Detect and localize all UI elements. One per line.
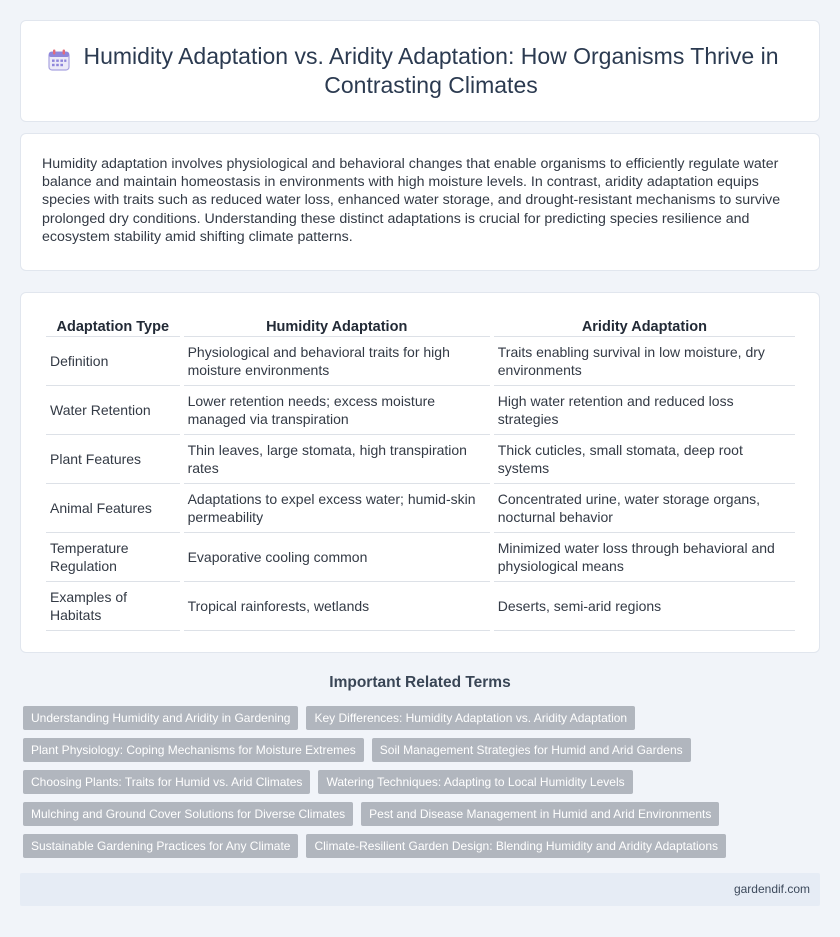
aridity-cell: Minimized water loss through behavioral and physiological means: [494, 533, 795, 582]
humidity-cell: Thin leaves, large stomata, high transpiration rates: [184, 435, 490, 484]
related-term-link[interactable]: Key Differences: Humidity Adaptation vs. Aridity Adaptation: [306, 706, 635, 730]
row-label: Definition: [46, 337, 180, 386]
related-term-link[interactable]: Sustainable Gardening Practices for Any Climate: [23, 834, 298, 858]
related-term-link[interactable]: Pest and Disease Management in Humid and Arid Environments: [361, 802, 719, 826]
related-term-link[interactable]: Soil Management Strategies for Humid and Arid Gardens: [372, 738, 691, 762]
table-row: [46, 582, 795, 631]
aridity-cell: Thick cuticles, small stomata, deep root systems: [494, 435, 795, 484]
title-card: [20, 20, 820, 122]
header-humidity-adaptation: Humidity Adaptation: [184, 316, 490, 337]
related-term-link[interactable]: Choosing Plants: Traits for Humid vs. Arid Climates: [23, 770, 310, 794]
row-label: Plant Features: [46, 435, 180, 484]
related-term-link[interactable]: Plant Physiology: Coping Mechanisms for Moisture Extremes: [23, 738, 364, 762]
humidity-cell: Evaporative cooling common: [184, 533, 490, 582]
comparison-table-card: [20, 292, 820, 653]
tag-row: [23, 770, 633, 794]
related-term-link[interactable]: Mulching and Ground Cover Solutions for Diverse Climates: [23, 802, 353, 826]
table-row: [46, 533, 795, 582]
row-label: Water Retention: [46, 386, 180, 435]
table-row: [46, 435, 795, 484]
comparison-table: [42, 316, 799, 631]
intro-card: [20, 133, 820, 271]
related-terms-title: Important Related Terms: [329, 674, 511, 691]
related-term-link[interactable]: Watering Techniques: Adapting to Local Humidity Levels: [318, 770, 632, 794]
header-adaptation-type: Adaptation Type: [46, 316, 180, 337]
footer: [20, 873, 820, 906]
table-header-row: [46, 316, 795, 337]
humidity-cell: Physiological and behavioral traits for high moisture environments: [184, 337, 490, 386]
tag-row: [23, 802, 719, 826]
tag-row: [23, 706, 635, 730]
humidity-cell: Lower retention needs; excess moisture managed via transpiration: [184, 386, 490, 435]
related-term-link[interactable]: Understanding Humidity and Aridity in Gardening: [23, 706, 298, 730]
table-row: [46, 484, 795, 533]
row-label: Examples of Habitats: [46, 582, 180, 631]
page-title: Humidity Adaptation vs. Aridity Adaptation: How Organisms Thrive in Contrasting Climates: [83, 43, 779, 98]
tag-row: [23, 834, 726, 858]
table-row: [46, 337, 795, 386]
humidity-cell: Tropical rainforests, wetlands: [184, 582, 490, 631]
aridity-cell: Traits enabling survival in low moisture, dry environments: [494, 337, 795, 386]
related-term-link[interactable]: Climate-Resilient Garden Design: Blending Humidity and Aridity Adaptations: [306, 834, 726, 858]
tag-row: [23, 738, 691, 762]
row-label: Animal Features: [46, 484, 180, 533]
humidity-cell: Adaptations to expel excess water; humid-skin permeability: [184, 484, 490, 533]
header-aridity-adaptation: Aridity Adaptation: [494, 316, 795, 337]
table-row: [46, 386, 795, 435]
aridity-cell: Concentrated urine, water storage organs, nocturnal behavior: [494, 484, 795, 533]
intro-paragraph: Humidity adaptation involves physiological and behavioral changes that enable organisms to efficiently regulate water balance and maintain homeostasis in environments with high moisture levels. In contrast, aridity adaptation equips species with traits such as reduced water loss, enhanced water storage, and drought-resistant mechanisms to survive prolonged dry conditions. Understanding these distinct adaptations is crucial for predicting species resilience and ecosystem stability amid shifting climate patterns.: [42, 156, 781, 245]
aridity-cell: Deserts, semi-arid regions: [494, 582, 795, 631]
row-label: Temperature Regulation: [46, 533, 180, 582]
footer-site-link[interactable]: gardendif.com: [733, 882, 810, 896]
aridity-cell: High water retention and reduced loss strategies: [494, 386, 795, 435]
